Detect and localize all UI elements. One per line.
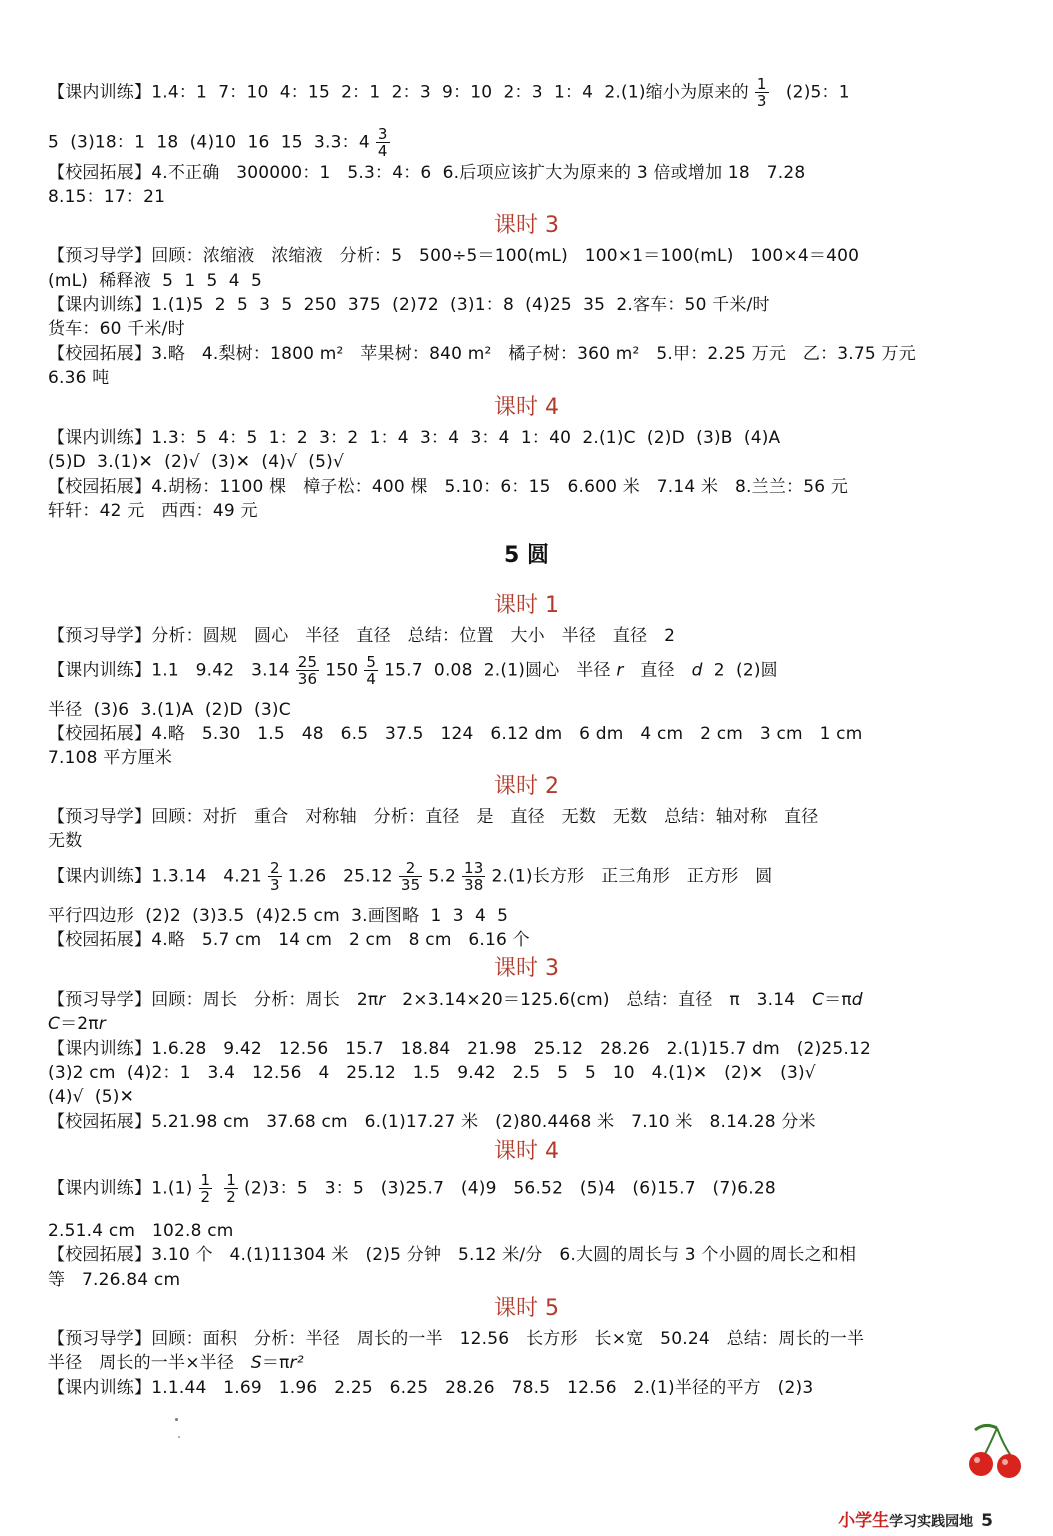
fraction <box>376 126 390 159</box>
lesson-heading: 课时 4 <box>494 1139 559 1164</box>
line-text: 2.(1)长方形 正三角形 正方形 圆 <box>491 866 773 887</box>
text-line <box>48 989 1008 1011</box>
line-text: 【课内训练】1.3.14 4.21 <box>48 866 262 887</box>
line-text: 【课内训练】1.1 9.42 3.14 <box>48 660 290 681</box>
numerator: 2 <box>269 859 280 877</box>
text-line: 【课内训练】1.(1)5 2 5 3 5 250 375 (2)72 (3)1：8 (4)25 35 2.客车：50 千米/时 <box>48 295 770 315</box>
line-text: 半径 周长的一半×半径 <box>48 1353 251 1373</box>
denominator: 38 <box>463 876 484 894</box>
text-line: (3)2 cm (4)2：1 3.4 12.56 4 25.12 1.5 9.42 2.5 5 5 10 4.(1)✕ (2)✕ (3)√ <box>48 1063 816 1083</box>
fraction <box>462 860 486 893</box>
numerator: 5 <box>366 653 377 671</box>
numerator: 3 <box>377 125 388 143</box>
page-number: 5 <box>981 1511 993 1531</box>
text-line <box>48 1352 1008 1374</box>
text-line <box>48 860 1008 893</box>
variable-r: r <box>98 1014 106 1034</box>
variable-c: C <box>812 990 825 1010</box>
text-line: 8.15：17：21 <box>48 187 166 207</box>
text-line <box>48 1013 1008 1035</box>
numerator: 25 <box>297 653 318 671</box>
denominator: 3 <box>269 876 280 894</box>
lesson-heading: 课时 1 <box>494 593 559 618</box>
text-line: 【预习导学】回顾：面积 分析：半径 周长的一半 12.56 长方形 长×宽 50.24 总结：周长的一半 <box>48 1329 865 1349</box>
text-line: 【预习导学】回顾：对折 重合 对称轴 分析：直径 是 直径 无数 无数 总结：轴对称 直径 <box>48 807 819 827</box>
text-line: 半径 (3)6 3.(1)A (2)D (3)C <box>48 700 291 720</box>
text-line: (4)√ (5)✕ <box>48 1087 135 1107</box>
fraction <box>399 860 423 893</box>
fraction <box>364 654 378 687</box>
variable-s: S <box>250 1353 262 1373</box>
line-text: ＝π <box>261 1353 290 1373</box>
numerator: 1 <box>226 1171 236 1189</box>
text-line: 【校园拓展】4.略 5.7 cm 14 cm 2 cm 8 cm 6.16 个 <box>48 930 530 950</box>
text-line: 【校园拓展】5.21.98 cm 37.68 cm 6.(1)17.27 米 (2)80.4468 米 7.10 米 8.14.28 分米 <box>48 1112 816 1132</box>
line-text: 2 (2)圆 <box>713 660 778 681</box>
line-text: 直径 <box>640 660 675 681</box>
variable-r: r <box>378 990 386 1010</box>
numerator: 2 <box>399 860 423 877</box>
line-text: 【预习导学】回顾：周长 分析：周长 2π <box>48 990 379 1010</box>
text-line: 【课内训练】1.1.44 1.69 1.96 2.25 6.25 28.26 78.5 12.56 2.(1)半径的平方 (2)3 <box>48 1378 814 1398</box>
text-line <box>48 76 1008 109</box>
numerator: 13 <box>463 859 484 877</box>
line-text: 150 <box>325 660 359 681</box>
denominator: 4 <box>366 670 377 688</box>
text-line: 【校园拓展】3.10 个 4.(1)11304 米 (2)5 分钟 5.12 米/分 6.大圆的周长与 3 个小圆的周长之和相 <box>48 1245 857 1265</box>
text-line: 等 7.26.84 cm <box>48 1270 181 1290</box>
variable-r: r <box>616 660 624 681</box>
lesson-heading: 课时 4 <box>494 395 559 420</box>
speck <box>175 1418 178 1421</box>
text-line <box>48 654 1008 687</box>
fraction <box>224 1172 238 1205</box>
line-text: 【课内训练】1.4：1 7：10 4：15 2：1 2：3 9：10 2：3 1：4 2.(1)缩小为原来的 <box>48 82 749 103</box>
footer-brand <box>838 1506 993 1531</box>
numerator: 1 <box>756 75 767 93</box>
text-line: 6.36 吨 <box>48 368 110 388</box>
text-line: 【校园拓展】4.胡杨：1100 棵 樟子松：400 棵 5.10：6：15 6.600 米 7.14 米 8.兰兰：56 元 <box>48 477 849 497</box>
speck <box>178 1436 180 1438</box>
denominator: 35 <box>400 876 421 894</box>
text-line: 【校园拓展】4.不正确 300000：1 5.3：4：6 6.后项应该扩大为原来的 3 倍或增加 18 7.28 <box>48 163 806 183</box>
text-line: 【预习导学】回顾：浓缩液 浓缩液 分析：5 500÷5＝100(mL) 100×1＝100(mL) 100×4＝400 <box>48 246 860 266</box>
text-line: 【校园拓展】4.略 5.30 1.5 48 6.5 37.5 124 6.12 dm 6 dm 4 cm 2 cm 3 cm 1 cm <box>48 724 863 744</box>
line-text: ＝π <box>824 990 852 1010</box>
fraction <box>755 76 769 109</box>
text-line: (5)D 3.(1)✕ (2)√ (3)✕ (4)√ (5)√ <box>48 452 345 472</box>
line-text: 5.2 <box>428 866 456 887</box>
text-line: (mL) 稀释液 5 1 5 4 5 <box>48 271 263 291</box>
lesson-heading: 课时 2 <box>494 774 559 799</box>
line-text: (2)3：5 3：5 (3)25.7 (4)9 56.52 (5)4 (6)15.7 (7)6.28 <box>244 1178 776 1199</box>
fraction <box>268 860 282 893</box>
fraction <box>199 1172 213 1205</box>
denominator: 36 <box>297 670 318 688</box>
lesson-heading: 课时 3 <box>494 213 559 238</box>
denominator: 3 <box>756 92 767 110</box>
text-line: 【课内训练】1.6.28 9.42 12.56 15.7 18.84 21.98 25.12 28.26 2.(1)15.7 dm (2)25.12 <box>48 1039 872 1059</box>
denominator: 2 <box>200 1188 211 1206</box>
line-text: 15.7 0.08 2.(1)圆心 半径 <box>384 660 611 681</box>
lesson-heading: 课时 5 <box>494 1296 559 1321</box>
denominator: 2 <box>226 1188 236 1206</box>
text-line: 【校园拓展】3.略 4.梨树：1800 m² 苹果树：840 m² 橘子树：360 m² 5.甲：2.25 万元 乙：3.75 万元 <box>48 344 916 364</box>
text-line: 【预习导学】分析：圆规 圆心 半径 直径 总结：位置 大小 半径 直径 2 <box>48 626 676 646</box>
brand-red-text: 小学生 <box>838 1511 890 1531</box>
brand-black-text: 学习实践园地 <box>889 1514 974 1530</box>
line-text: 5 (3)18：1 18 (4)10 16 15 3.3：4 <box>48 132 370 153</box>
line-text: 1.26 25.12 <box>287 866 393 887</box>
variable-d: d <box>851 990 863 1010</box>
text-line: 【课内训练】1.3：5 4：5 1：2 3：2 1：4 3：4 3：4 1：40 2.(1)C (2)D (3)B (4)A <box>48 428 781 448</box>
chapter-title: 5 圆 <box>504 543 549 568</box>
line-text: 【课内训练】1.(1) <box>48 1178 193 1199</box>
text-line: 无数 <box>48 831 83 851</box>
line-text: (2)5：1 <box>774 82 850 103</box>
numerator: 1 <box>200 1171 211 1189</box>
text-line: 2.51.4 cm 102.8 cm <box>48 1221 234 1241</box>
text-line <box>48 1172 1008 1205</box>
text-line: 货车：60 千米/时 <box>48 319 185 339</box>
text-line: 7.108 平方厘米 <box>48 748 173 768</box>
variable-c: C <box>48 1014 61 1034</box>
line-text: 2×3.14×20＝125.6(cm) 总结：直径 π 3.14 <box>385 990 813 1010</box>
variable-d: d <box>691 660 703 681</box>
text-line <box>48 126 1008 159</box>
denominator: 4 <box>377 142 388 160</box>
text-line: 轩轩：42 元 西西：49 元 <box>48 501 258 521</box>
line-text: ＝2π <box>60 1014 99 1034</box>
cherry-logo-icon <box>945 1420 1035 1500</box>
variable-r: r² <box>289 1353 304 1373</box>
lesson-heading: 课时 3 <box>494 956 559 981</box>
fraction <box>296 654 320 687</box>
text-line: 平行四边形 (2)2 (3)3.5 (4)2.5 cm 3.画图略 1 3 4 5 <box>48 906 509 926</box>
